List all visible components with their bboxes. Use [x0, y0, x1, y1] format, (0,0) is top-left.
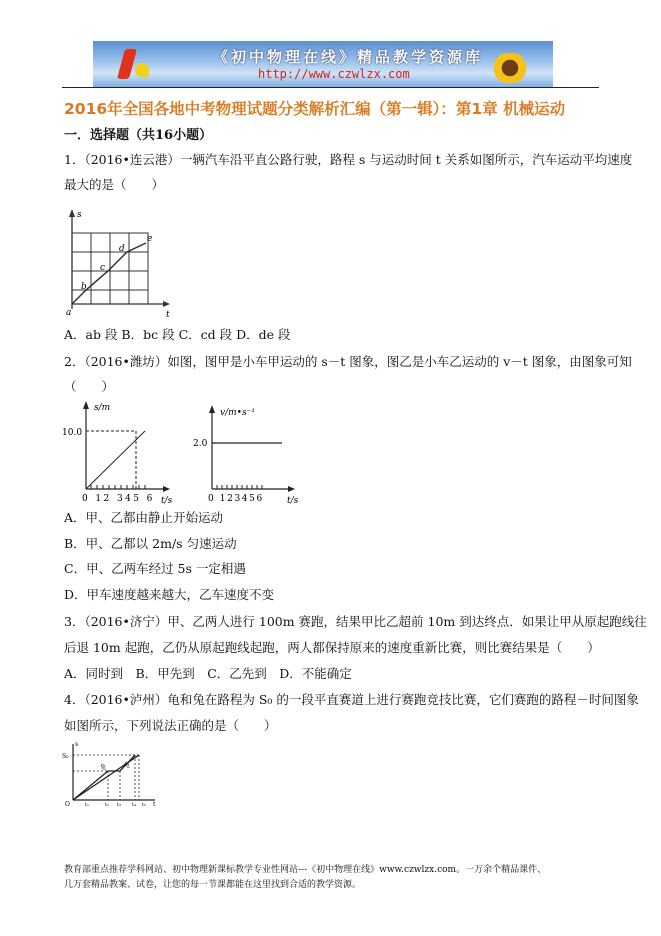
footer-line: 几万套精品教案、试卷，让您的每一节课都能在这里找到合适的教学资源。: [64, 880, 362, 890]
q2-graph2-y-tick: 2.0: [193, 439, 208, 449]
logo-icon-accent: [135, 63, 149, 77]
q4-y-tick: S₀: [62, 753, 69, 760]
q2-option-b: B．甲、乙都以 2m/s 匀速运动: [64, 536, 237, 551]
q1-graph: [60, 205, 190, 320]
q1-text-line: 最大的是（ ）: [64, 177, 165, 192]
q4-x-tick: t₄: [132, 802, 137, 808]
sunflower-image: [488, 53, 532, 83]
q4-x-tick: t₅: [142, 802, 147, 808]
q2-graph1-x-ticks: 0 12 345 6: [82, 494, 155, 504]
q1-options: A．ab 段 B．bc 段 C．cd 段 D．de 段: [64, 327, 291, 342]
q1-point-label: a: [66, 308, 72, 318]
q4-origin-label: O: [65, 801, 70, 808]
q2-graph1-y-label: s/m: [94, 403, 111, 413]
q1-x-label: t: [166, 310, 170, 320]
q2-graph1-x-label: t/s: [161, 496, 173, 506]
q2-text-line: （ ）: [64, 379, 115, 394]
q1-point-label: c: [100, 263, 106, 273]
q2-option-d: D．甲车速度越来越大，乙车速度不变: [64, 587, 275, 602]
footer-line: 教育部重点推荐学科网站、初中物理新课标教学专业性网站---《初中物理在线》www.czwlzx.com。一万余个精品课件、: [64, 865, 547, 875]
header-divider: [62, 87, 599, 88]
q1-text-line: 1．（2016•连云港）一辆汽车沿平直公路行驶，路程 s 与运动时间 t 关系如图所示，汽车运动平均速度: [64, 152, 633, 167]
q4-graph: [60, 740, 170, 810]
q2-graph2-x-ticks: 0 123456: [208, 494, 264, 504]
q4-text-line: 如图所示，下列说法正确的是（ ）: [64, 718, 277, 733]
section-heading: 一．选择题（共16小题）: [64, 128, 213, 143]
q2-option-a: A．甲、乙都由静止开始运动: [64, 510, 224, 525]
q3-options: A．同时到 B．甲先到 C．乙先到 D．不能确定: [64, 666, 352, 681]
q4-text-line: 4．（2016•泸州）龟和兔在路程为 S₀ 的一段平直赛道上进行赛跑竞技比赛，它们赛跑的路程－时间图象: [64, 692, 639, 707]
q1-point-label: e: [147, 234, 153, 244]
document-title: 2016年全国各地中考物理试题分类解析汇编（第一辑）：第1章 机械运动: [64, 100, 566, 118]
banner-title: 《初中物理在线》精品教学资源库: [213, 48, 484, 66]
q3-text-line: 后退 10m 起跑，乙仍从原起跑线起跑，两人都保持原来的速度重新比赛，则比赛结果是（ ）: [64, 640, 600, 655]
q1-point-label: d: [119, 244, 125, 254]
q1-y-label: s: [77, 210, 82, 220]
q4-x-tick: t₁: [85, 802, 90, 808]
q4-x-tick: t₃: [117, 802, 122, 808]
q4-y-label: s: [75, 741, 79, 748]
q2-text-line: 2．（2016•潍坊）如图，图甲是小车甲运动的 s－t 图象，图乙是小车乙运动的 v－t 图象，由图象可知: [64, 354, 632, 369]
banner-url[interactable]: http://www.czwlzx.com: [258, 67, 410, 81]
logo-icon: [117, 49, 137, 79]
q4-tortoise-label: 龟: [124, 762, 131, 769]
q2-option-c: C．甲、乙两车经过 5s 一定相遇: [64, 561, 246, 576]
header-banner: [93, 41, 553, 87]
q2-graph1-y-tick: 10.0: [62, 428, 83, 438]
q2-graph2-x-label: t/s: [287, 496, 299, 506]
q4-x-tick: t₂: [105, 802, 110, 808]
q2-graph2-y-label: v/m•s⁻¹: [220, 408, 255, 418]
q2-graphs: [60, 393, 320, 508]
q4-hare-label: 兔: [100, 764, 107, 771]
q1-point-label: b: [81, 282, 87, 292]
q3-text-line: 3．（2016•济宁）甲、乙两人进行 100m 赛跑，结果甲比乙超前 10m 到达终点．如果让甲从原起跑线往: [64, 614, 647, 629]
q4-x-label: t: [153, 801, 156, 808]
